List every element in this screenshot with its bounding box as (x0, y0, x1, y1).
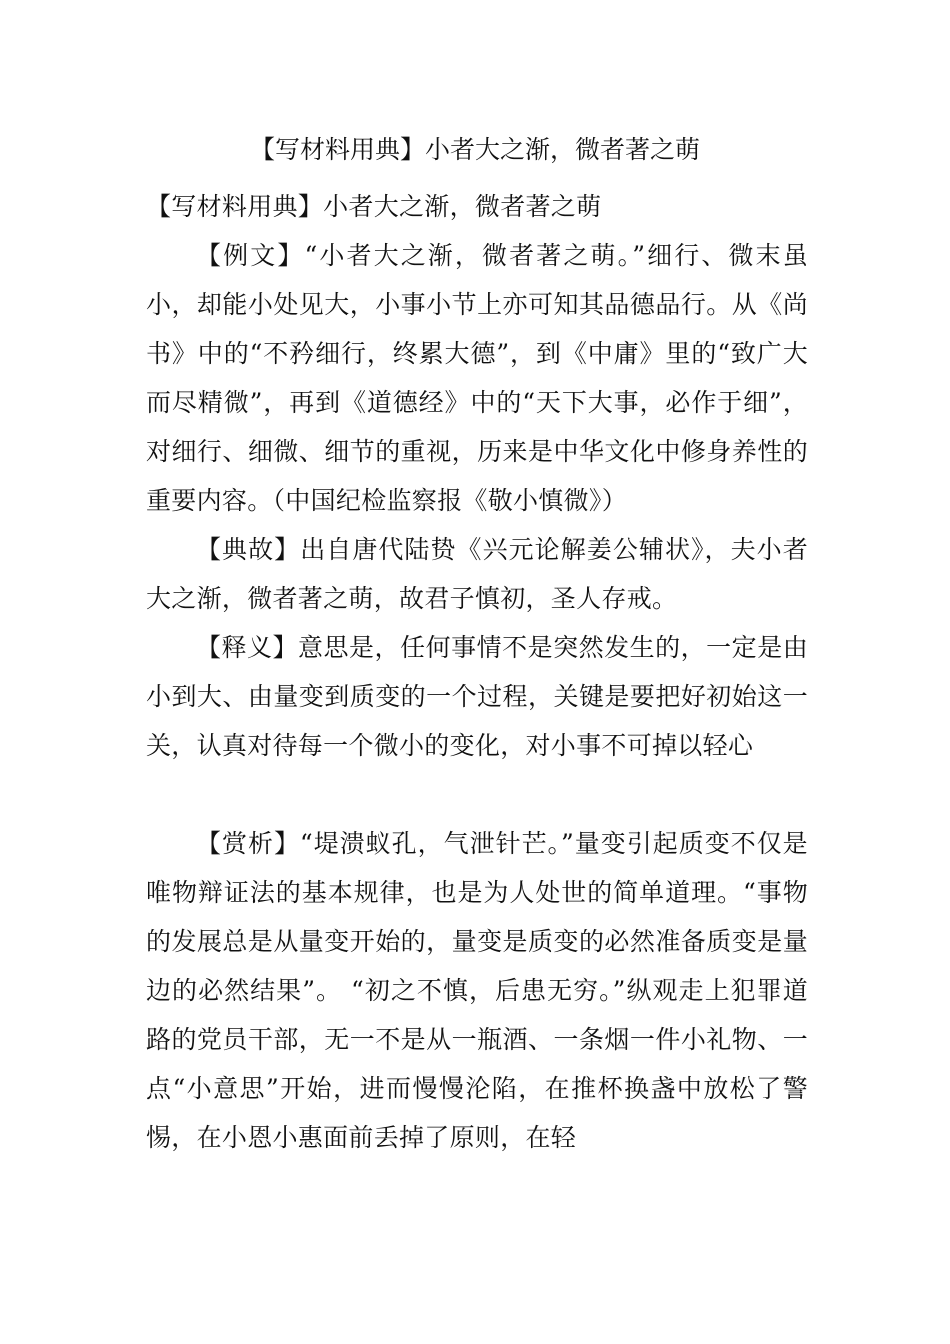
analysis-paragraph: 【赏析】“堤溃蚁孔，气泄针芒。”量变引起质变不仅是唯物辩证法的基本规律，也是为人处世的简单道理。“事物的发展总是从量变开始的，量变是质变的必然准备质变是量边的必然结果”。 “初之不慎，后患无穷。”纵观走上犯罪道路的党员干部，无一不是从一瓶酒、一条烟一件小礼物、一点“小意思”开始，进而慢慢沦陷，在推杯换盏中放松了警惕，在小恩小惠面前丢掉了原则，在轻 (146, 829, 808, 1152)
meaning-paragraph: 【释义】意思是，任何事情不是突然发生的，一定是由小到大、由量变到质变的一个过程，关键是要把好初始这一关，认真对待每一个微小的变化，对小事不可掉以轻心 (146, 633, 808, 760)
example-paragraph: 【例文】“小者大之渐，微者著之萌。”细行、微末虽小，却能小处见大，小事小节上亦可知其品德品行。从《尚书》中的“不矜细行，终累大德”，到《中庸》里的“致广大而尽精微”，再到《道德经》中的“天下大事，必作于细”，对细行、细微、细节的重视，历来是中华文化中修身养性的重要内容。（中国纪检监察报《敬小慎微》） (146, 241, 808, 515)
section-heading: 【写材料用典】小者大之渐，微者著之萌 (146, 192, 602, 221)
document-body (146, 182, 808, 1162)
page-title: 【写材料用典】小者大之渐，微者著之萌 (249, 135, 700, 164)
origin-paragraph: 【典故】出自唐代陆贽《兴元论解姜公辅状》，夫小者大之渐，微者著之萌，故君子慎初，圣人存戒。 (146, 535, 808, 613)
paragraph-gap (146, 770, 808, 819)
